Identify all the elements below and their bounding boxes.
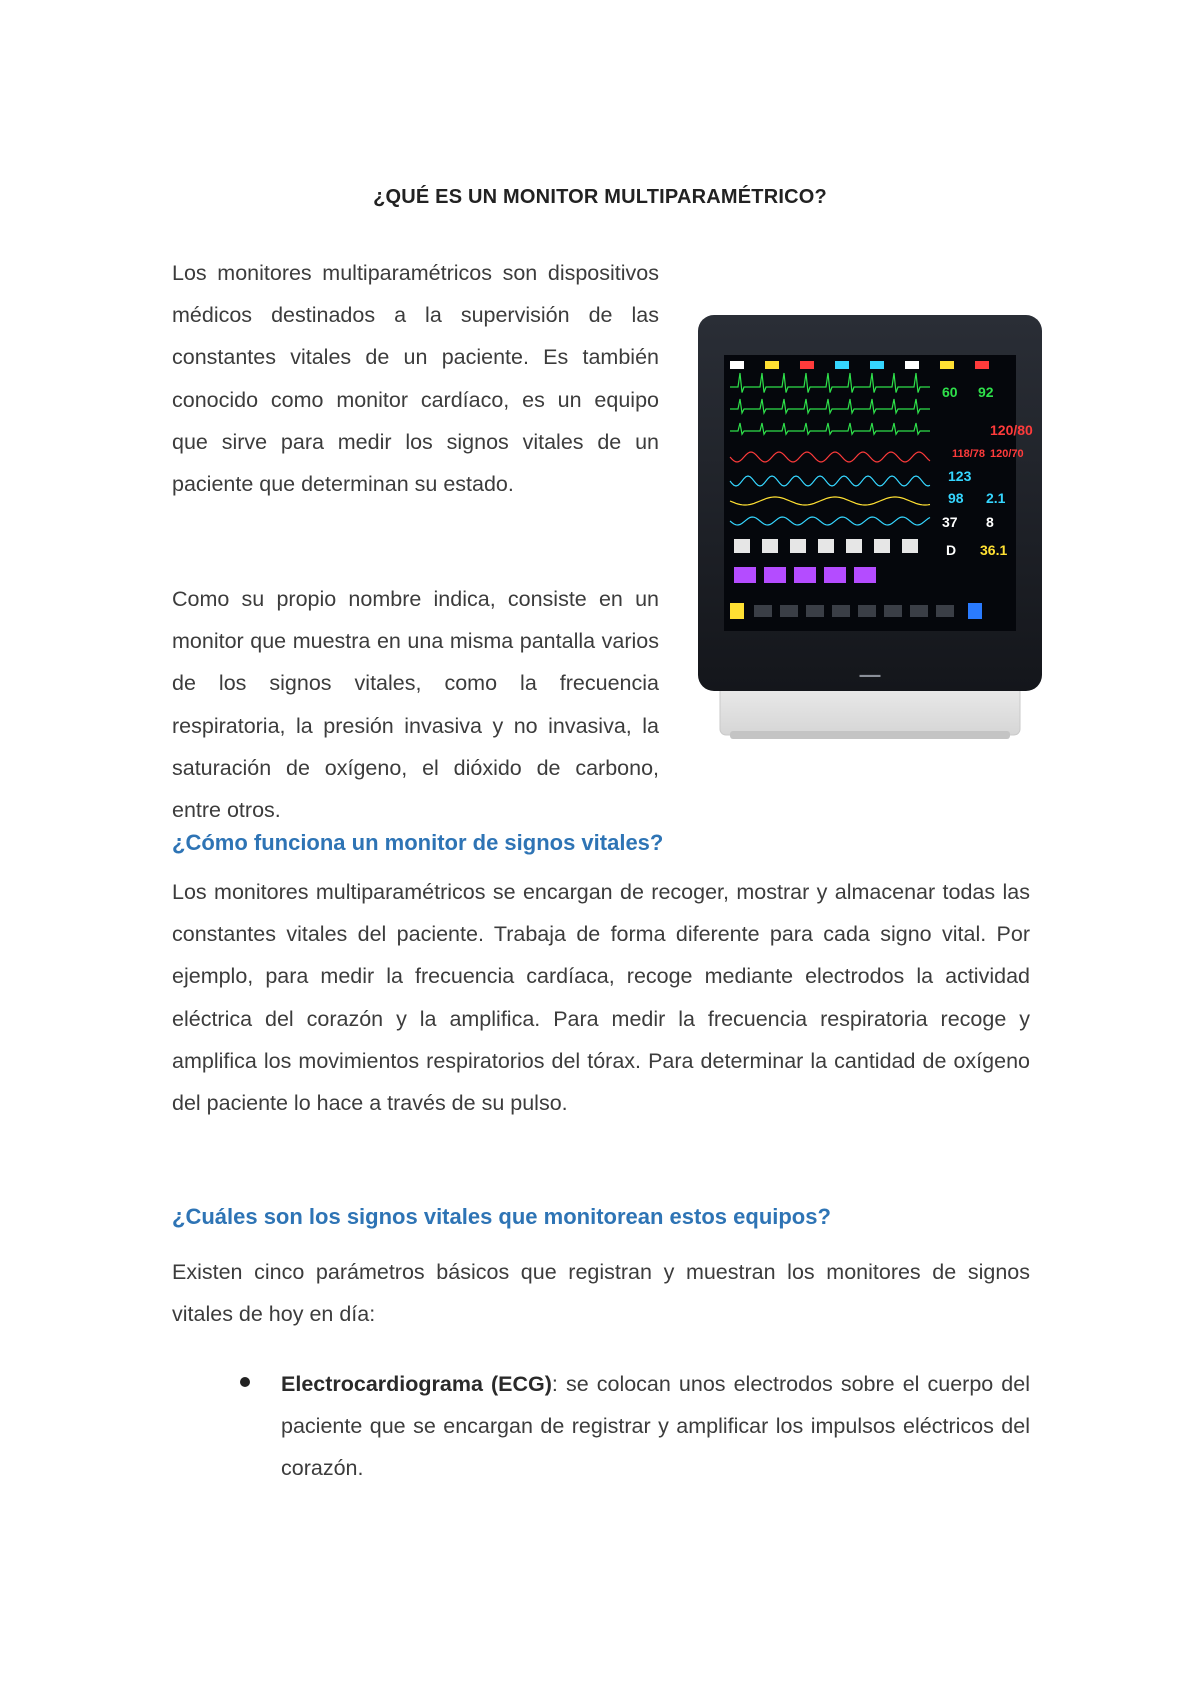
softkey-button xyxy=(780,605,798,617)
monitor-readout: 120/80 xyxy=(990,422,1033,438)
list-item-description: : se colocan unos electrodos sobre el cuerpo del paciente que se encargan de registrar y amplificar los impulsos eléctricos del corazón. xyxy=(281,1372,1030,1481)
bullet-icon xyxy=(240,1377,250,1387)
softkey-button xyxy=(910,605,928,617)
softkey-button xyxy=(884,605,902,617)
section-heading-how-it-works: ¿Cómo funciona un monitor de signos vitales? xyxy=(172,830,664,855)
softkey-button xyxy=(806,605,824,617)
list-item-text xyxy=(281,1363,1030,1490)
monitor-readout: D xyxy=(946,542,957,558)
section-body-how-it-works: Los monitores multiparamétricos se encargan de recoger, mostrar y almacenar todas las constantes vitales del paciente. Trabaja de forma diferente para cada signo vital. Por ejemplo, para medir la frecuencia cardíaca, recoge mediante electrodos la actividad eléctrica del corazón y la amplifica. Para medir la frecuencia respiratoria recoge y amplifica los movimientos respiratorios del tórax. Para determinar la cantidad de oxígeno del paciente lo hace a través de su pulso. xyxy=(172,880,1030,1116)
intro-paragraph-2: Como su propio nombre indica, consiste en un monitor que muestra en una misma pantalla varios de los signos vitales, como la frecuencia respiratoria, la presión invasiva y no invasiva, la saturación de oxígeno, el dióxido de carbono, entre otros. xyxy=(172,587,659,823)
temp-block xyxy=(824,567,846,583)
list-item-term: Electrocardiograma (ECG) xyxy=(281,1372,552,1396)
pulse-bar xyxy=(790,539,806,553)
pulse-bar xyxy=(874,539,890,553)
home-button xyxy=(968,603,982,619)
status-bar-tile xyxy=(835,361,849,369)
temp-block xyxy=(764,567,786,583)
pulse-bar xyxy=(762,539,778,553)
section-body-vital-signs: Existen cinco parámetros básicos que registran y muestran los monitores de signos vitales de hoy en día: xyxy=(172,1260,1030,1327)
softkey-button xyxy=(858,605,876,617)
pulse-bar xyxy=(846,539,862,553)
monitor-readout: 2.1 xyxy=(986,490,1006,506)
monitor-readout: 118/78 xyxy=(952,448,986,460)
status-bar-tile xyxy=(940,361,954,369)
status-bar-tile xyxy=(730,361,744,369)
intro-paragraph-1: Los monitores multiparamétricos son dispositivos médicos destinados a la supervisión de las constantes vitales de un paciente. Es también conocido como monitor cardíaco, es un equipo que sirve para medir los signos vitales de un paciente que determinan su estado. xyxy=(172,261,659,497)
monitor-screen xyxy=(724,355,1016,631)
status-bar-tile xyxy=(765,361,779,369)
page-title: ¿QUÉ ES UN MONITOR MULTIPARAMÉTRICO? xyxy=(373,186,827,208)
pulse-bar xyxy=(734,539,750,553)
monitor-readout: 120/70 xyxy=(990,448,1024,460)
monitor-brand-mark: ▬▬▬ xyxy=(859,672,881,679)
patient-monitor-image xyxy=(690,285,1050,765)
monitor-readout: 92 xyxy=(978,384,994,400)
softkey-button xyxy=(936,605,954,617)
status-bar-tile xyxy=(975,361,989,369)
status-bar-tile xyxy=(800,361,814,369)
pulse-bar xyxy=(818,539,834,553)
temp-block xyxy=(794,567,816,583)
monitor-readout: 36.1 xyxy=(980,542,1008,558)
temp-block xyxy=(854,567,876,583)
section-heading-vital-signs: ¿Cuáles son los signos vitales que monitorean estos equipos? xyxy=(172,1204,831,1229)
softkey-button xyxy=(754,605,772,617)
monitor-readout: 37 xyxy=(942,514,958,530)
monitor-readout: 8 xyxy=(986,514,994,530)
softkey-button xyxy=(832,605,850,617)
status-bar-tile xyxy=(905,361,919,369)
alarm-button xyxy=(730,603,744,619)
monitor-readout: 123 xyxy=(948,468,972,484)
monitor-readout: 60 xyxy=(942,384,958,400)
pulse-bar xyxy=(902,539,918,553)
monitor-readout: 98 xyxy=(948,490,964,506)
temp-block xyxy=(734,567,756,583)
monitor-stand-foot xyxy=(730,731,1010,739)
status-bar-tile xyxy=(870,361,884,369)
